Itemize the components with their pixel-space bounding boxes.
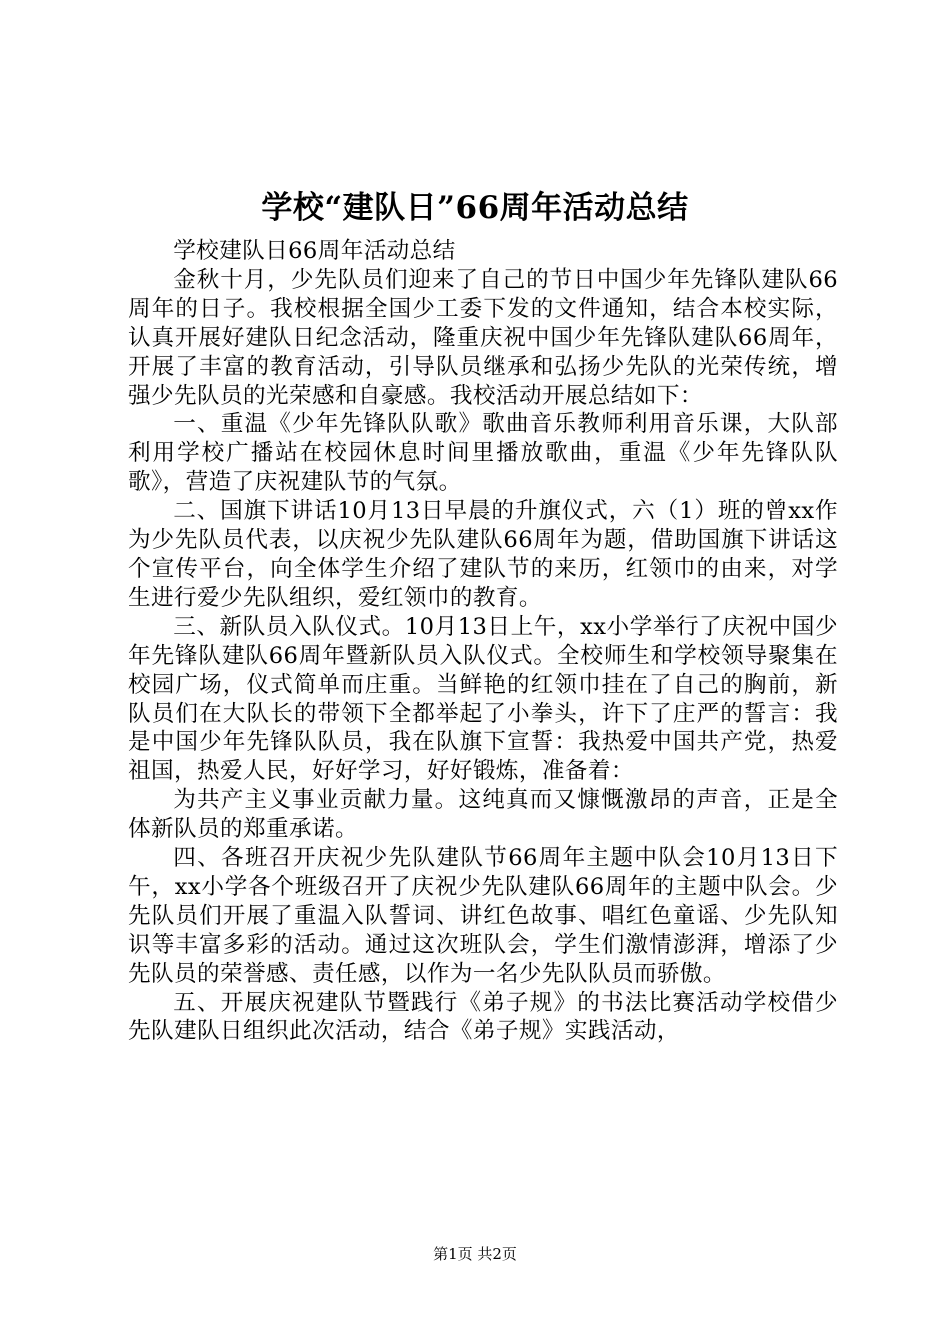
paragraph-section-4: 四、各班召开庆祝少先队建队节66周年主题中队会10月13日下午，xx小学各个班级召开了庆祝少先队建队66周年的主题中队会。少先队员们开展了重温入队誓词、讲红色故事、唱红色童谣、少先队知识等丰富多彩的活动。通过这次班队会，学生们激情澎湃，增添了少先队员的荣誉感、责任感，以作为一名少先队队员而骄傲。 [128,845,838,987]
document-title: 学校“建队日”66周年活动总结 [261,190,689,226]
paragraph-intro: 金秋十月，少先队员们迎来了自己的节日中国少年先锋队建队66周年的日子。我校根据全国少工委下发的文件通知，结合本校实际，认真开展好建队日纪念活动，隆重庆祝中国少年先锋队建队66周年，开展了丰富的教育活动，引导队员继承和弘扬少先队的光荣传统，增强少先队员的光荣感和自豪感。我校活动开展总结如下： [128,266,838,409]
page-number-footer: 第1页 共2页 [433,1245,517,1263]
paragraph-section-5: 五、开展庆祝建队节暨践行《弟子规》的书法比赛活动学校借少先队建队日组织此次活动，结合《弟子规》实践活动， [128,989,838,1045]
paragraph-subtitle: 学校建队日66周年活动总结 [173,238,456,264]
paragraph-section-2: 二、国旗下讲话10月13日早晨的升旗仪式，六（1）班的曾xx作为少先队员代表，以庆祝少先队建队66周年为题，借助国旗下讲话这个宣传平台，向全体学生介绍了建队节的来历，红领巾的由来，对学生进行爱少先队组织，爱红领巾的教育。 [128,498,838,611]
paragraph-section-3: 三、新队员入队仪式。10月13日上午，xx小学举行了庆祝中国少年先锋队建队66周年暨新队员入队仪式。全校师生和学校领导聚集在校园广场，仪式简单而庄重。当鲜艳的红领巾挂在了自己的胸前，新队员们在大队长的带领下全都举起了小拳头，许下了庄严的誓言：我是中国少年先锋队队员，我在队旗下宣誓：我热爱中国共产党，热爱祖国，热爱人民，好好学习，好好锻炼，准备着： [128,613,838,785]
paragraph-pledge: 为共产主义事业贡献力量。这纯真而又慷慨激昂的声音，正是全体新队员的郑重承诺。 [128,787,838,843]
paragraph-section-1: 一、重温《少年先锋队队歌》歌曲音乐教师利用音乐课，大队部利用学校广播站在校园休息时间里播放歌曲，重温《少年先锋队队歌》，营造了庆祝建队节的气氛。 [128,411,838,496]
document-body [128,237,838,1046]
